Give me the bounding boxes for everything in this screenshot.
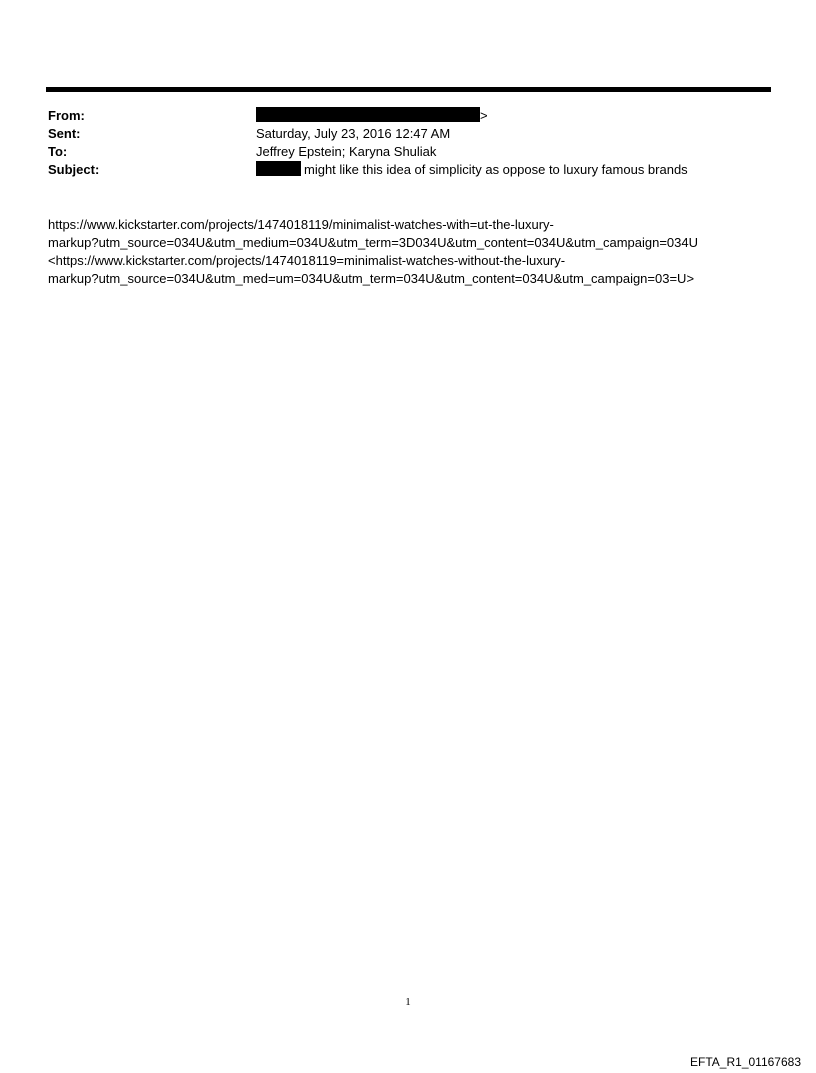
sent-label: Sent:: [48, 126, 81, 141]
header-rule: [46, 87, 771, 92]
document-id: EFTA_R1_01167683: [690, 1055, 801, 1069]
redaction-block: [256, 161, 301, 176]
to-label: To:: [48, 144, 68, 159]
subject-text: might like this idea of simplicity as oppose to luxury famous brands: [304, 162, 688, 177]
sent-value: Saturday, July 23, 2016 12:47 AM: [256, 126, 451, 141]
redaction-block: [256, 107, 480, 122]
from-value-suffix: >: [480, 108, 488, 123]
page-number: 1: [405, 996, 411, 1008]
subject-label: Subject:: [48, 162, 100, 177]
body-line: markup?utm_source=034U&utm_medium=034U&utm_term=3D034U&utm_content=034U&utm_campaign=034U: [48, 235, 698, 250]
body-line: https://www.kickstarter.com/projects/1474018119/minimalist-watches-with=ut-the-luxury-: [48, 217, 554, 232]
subject-row: [48, 161, 768, 179]
body-line: <https://www.kickstarter.com/projects/1474018119=minimalist-watches-without-the-luxury-: [48, 253, 566, 268]
subject-value: [256, 161, 688, 179]
to-row: [48, 143, 768, 161]
email-header: [48, 107, 768, 179]
from-value: [256, 107, 488, 125]
sent-row: [48, 125, 768, 143]
to-value: Jeffrey Epstein; Karyna Shuliak: [256, 144, 437, 159]
from-label: From:: [48, 108, 85, 123]
from-row: [48, 107, 768, 125]
body-line: markup?utm_source=034U&utm_med=um=034U&utm_term=034U&utm_content=034U&utm_campaign=03=U>: [48, 271, 695, 286]
email-body: [48, 216, 768, 288]
